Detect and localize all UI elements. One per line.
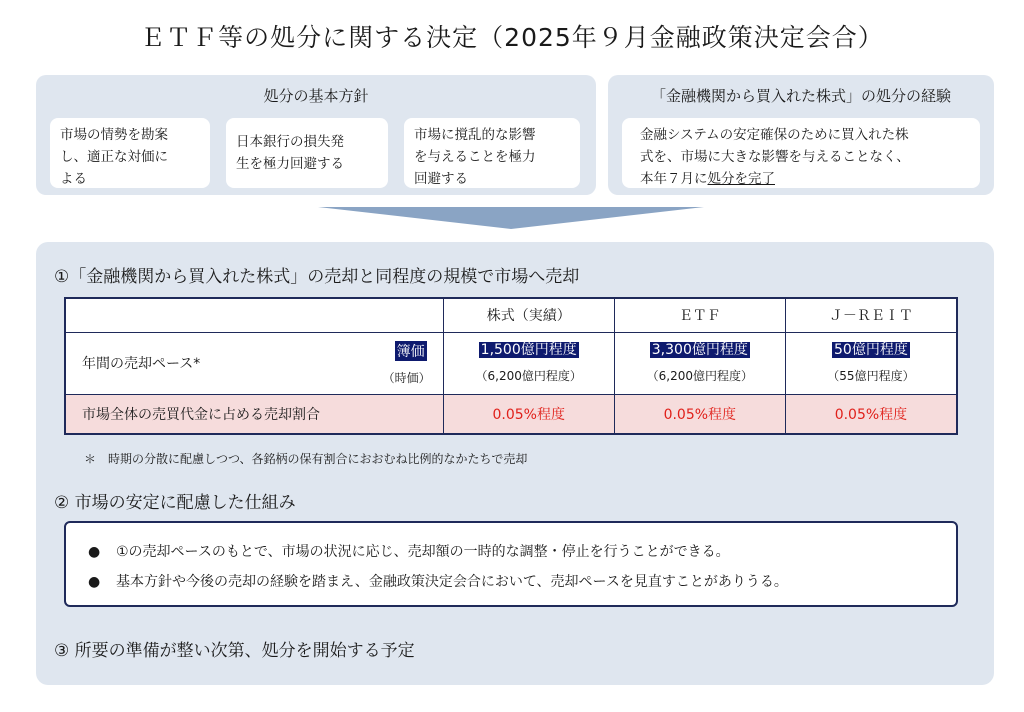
policy-card-1-line2: し、適正な対価に bbox=[60, 149, 168, 165]
experience-line3 bbox=[640, 168, 970, 190]
policy-card-1-line1: 市場の情勢を勘案 bbox=[60, 127, 168, 143]
experience-heading: 「金融機関から買入れた株式」の処分の経験 bbox=[650, 87, 951, 105]
table-corner bbox=[65, 298, 443, 332]
mechanism-bullet-1 bbox=[88, 541, 730, 561]
experience-completion: 処分を完了 bbox=[707, 171, 775, 187]
policy-card-2-line1: 日本銀行の損失発 bbox=[236, 134, 344, 150]
sale-pace-table bbox=[64, 297, 958, 435]
book-value-label: 簿価 bbox=[395, 341, 427, 361]
experience-line3-date: 本年７月に bbox=[640, 171, 708, 187]
policy-card-1-line3: よる bbox=[60, 171, 87, 187]
etf-market-value: （6,200億円程度） bbox=[646, 369, 753, 383]
header-stocks: 株式（実績） bbox=[443, 298, 614, 332]
experience-line2: 式を、市場に大きな影響を与えることなく、 bbox=[640, 149, 910, 165]
policy-card-2-line2: 生を極力回避する bbox=[236, 156, 344, 172]
bullet-dot-icon: ● bbox=[88, 544, 101, 560]
mechanism-text-2: 基本方針や今後の売却の経験を踏まえ、金融政策決定会合において、売却ペースを見直すことがありうる。 bbox=[116, 574, 788, 590]
stocks-sale-ratio: 0.05%程度 bbox=[443, 394, 614, 434]
section3-heading: ③ 所要の準備が整い次第、処分を開始する予定 bbox=[54, 641, 415, 661]
table-footnote: ＊ 時期の分散に配慮しつつ、各銘柄の保有割合におおむね比例的なかたちで売却 bbox=[84, 452, 528, 466]
policy-card-3-line2: を与えることを極力 bbox=[414, 149, 536, 165]
section1-heading: ①「金融機関から買入れた株式」の売却と同程度の規模で市場へ売却 bbox=[54, 267, 580, 287]
jreit-sale-ratio: 0.05%程度 bbox=[785, 394, 957, 434]
market-value-label: （時価） bbox=[382, 370, 431, 385]
sale-ratio-label: 市場全体の売買代金に占める売却割合 bbox=[65, 394, 443, 434]
jreit-market-value: （55億円程度） bbox=[827, 369, 915, 383]
mechanism-box bbox=[64, 521, 958, 607]
experience-card bbox=[622, 118, 980, 188]
page-title: ＥＴＦ等の処分に関する決定（2025年９月金融政策決定会合） bbox=[140, 23, 884, 52]
etf-sale-ratio: 0.05%程度 bbox=[614, 394, 785, 434]
stocks-market-value: （6,200億円程度） bbox=[475, 369, 582, 383]
policy-card-3-line3: 回避する bbox=[414, 171, 468, 187]
header-etf: ＥＴＦ bbox=[614, 298, 785, 332]
cell-jreit-pace bbox=[785, 332, 957, 394]
header-jreit: Ｊ－ＲＥＩＴ bbox=[785, 298, 957, 332]
sale-pace-label: 年間の売却ペース* bbox=[82, 355, 201, 372]
section2-heading: ② 市場の安定に配慮した仕組み bbox=[54, 493, 296, 513]
cell-stocks-pace bbox=[443, 332, 614, 394]
policy-card-3-line1: 市場に撹乱的な影響 bbox=[414, 127, 536, 143]
policy-card-2 bbox=[226, 118, 388, 188]
policy-card-3 bbox=[404, 118, 580, 188]
jreit-book-value: 50億円程度 bbox=[834, 342, 908, 358]
cell-etf-pace bbox=[614, 332, 785, 394]
stocks-book-value: 1,500億円程度 bbox=[480, 342, 577, 358]
down-arrow-icon bbox=[318, 207, 704, 229]
policy-card-1 bbox=[50, 118, 210, 188]
row-sale-pace-label bbox=[65, 332, 443, 394]
policy-heading: 処分の基本方針 bbox=[263, 87, 369, 105]
etf-book-value: 3,300億円程度 bbox=[651, 342, 748, 358]
bullet-dot-icon: ● bbox=[88, 574, 101, 590]
experience-line1: 金融システムの安定確保のために買入れた株 bbox=[640, 127, 909, 143]
mechanism-text-1: ①の売却ペースのもとで、市場の状況に応じ、売却額の一時的な調整・停止を行うことができる。 bbox=[116, 544, 730, 560]
mechanism-bullet-2 bbox=[88, 571, 788, 591]
